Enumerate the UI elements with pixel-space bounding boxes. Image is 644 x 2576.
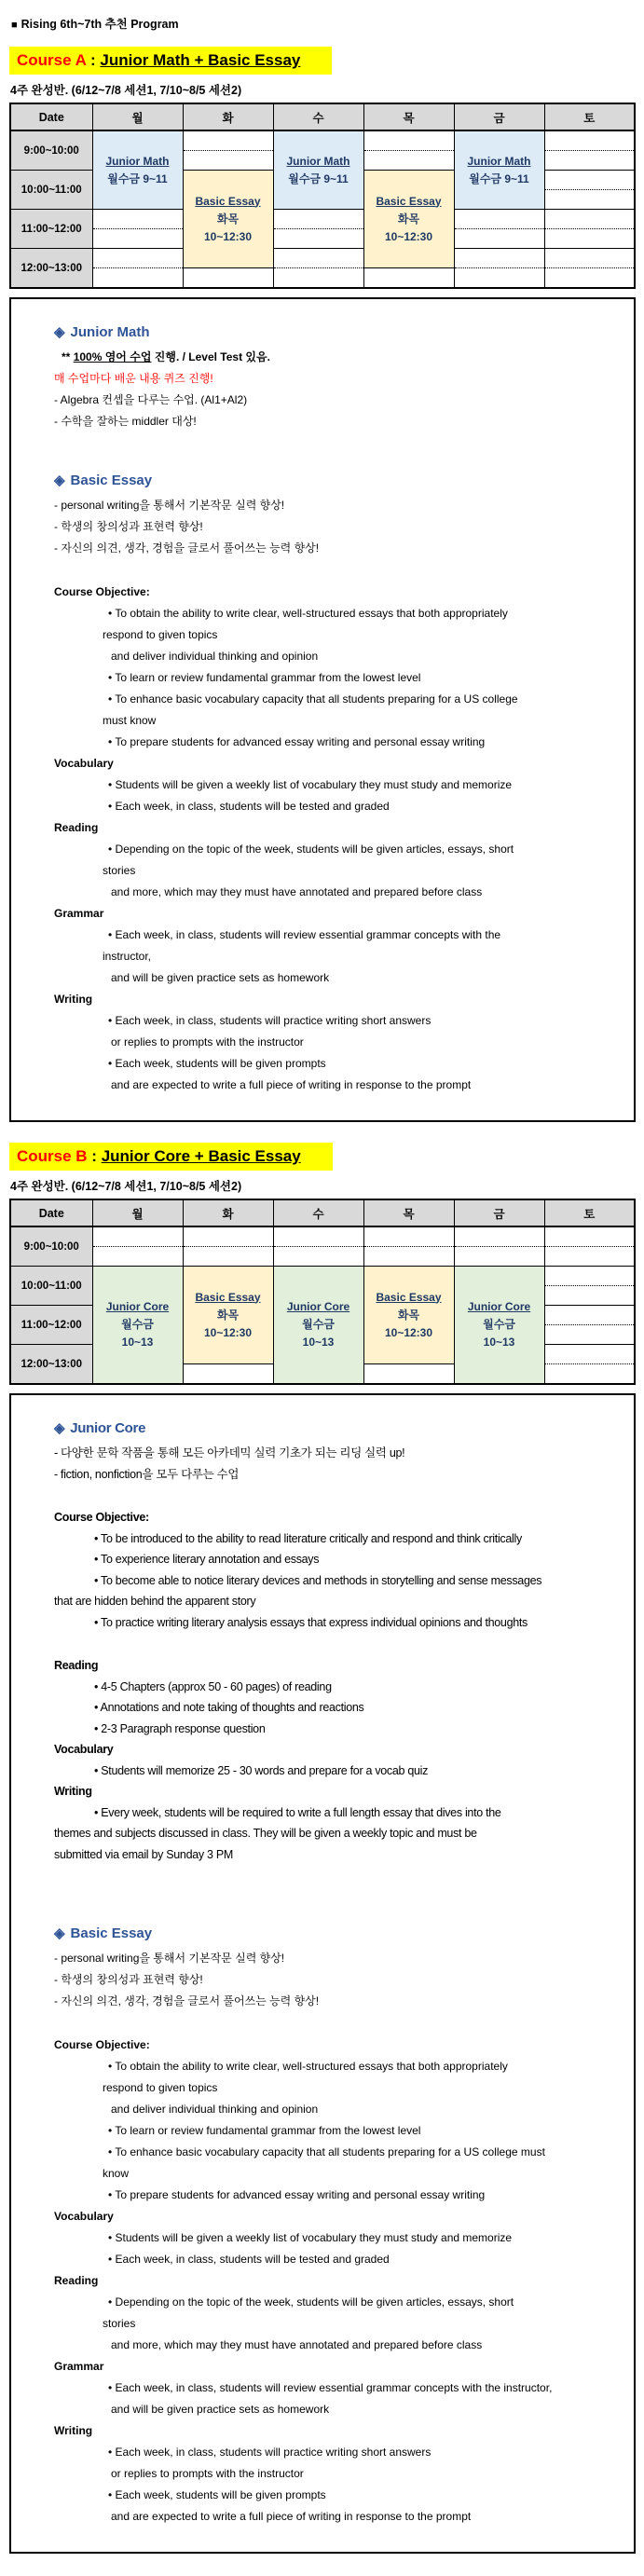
continuation-line: and will be given practice sets as homework <box>111 2403 330 2416</box>
bullet-line: • Every week, students will be required to write a full length essay that dives into the <box>94 1805 501 1819</box>
bullet-line: • Depending on the topic of the week, students will be given articles, essays, short <box>108 843 514 856</box>
timetable-header-sat: 토 <box>544 1199 635 1226</box>
class-cell-days: 화목 <box>397 212 420 226</box>
course-b-block <box>9 1143 636 2554</box>
section-heading-text: Basic Essay <box>70 1925 153 1941</box>
section-label: Writing <box>54 993 93 1006</box>
empty-slot <box>363 1364 454 1385</box>
class-cell-junior-math <box>454 130 544 210</box>
section-heading-junior-core <box>54 1419 621 1436</box>
section-label: Course Objective: <box>54 585 150 598</box>
bullet-line: • Students will memorize 25 - 30 words and prepare for a vocab quiz <box>94 1763 429 1777</box>
empty-slot <box>544 1267 635 1286</box>
empty-slot <box>544 171 635 190</box>
timetable-header-wed: 수 <box>273 1199 363 1226</box>
time-slot-label: 10:00~11:00 <box>10 1267 92 1306</box>
bullet-line: • Students will be given a weekly list of vocabulary they must study and memorize <box>108 2231 513 2244</box>
section-label: Vocabulary <box>54 1743 114 1756</box>
timetable-header-tue: 화 <box>183 1199 273 1226</box>
class-cell-time: 월수금 9~11 <box>288 171 349 185</box>
bullet-line: • Students will be given a weekly list of vocabulary they must study and memorize <box>108 778 513 791</box>
continuation-line: or replies to prompts with the instructor <box>111 1035 304 1048</box>
empty-slot <box>92 249 183 268</box>
class-cell-title: Basic Essay <box>195 1290 261 1304</box>
continuation-line: know <box>103 2167 130 2180</box>
section-label: Course Objective: <box>54 1511 149 1524</box>
note-rest: 진행. / Level Test 있음. <box>151 350 270 363</box>
continuation-line: stories <box>103 864 136 877</box>
diamond-icon: ◈ <box>54 1420 65 1436</box>
empty-slot <box>454 1226 544 1247</box>
empty-slot <box>183 1364 273 1385</box>
text-line-red: 매 수업마다 배운 내용 퀴즈 진행! <box>54 372 213 385</box>
section-heading-basic-essay <box>54 1925 621 1941</box>
timetable-header-mon: 월 <box>92 1199 183 1226</box>
course-a-title-name: Junior Math + Basic Essay <box>100 51 301 69</box>
note-prefix: ** <box>62 350 74 363</box>
bullet-line: • Each week, in class, students will review essential grammar concepts with the <box>108 928 501 941</box>
bullet-line: • To learn or review fundamental grammar from the lowest level <box>108 671 421 684</box>
time-slot-label: 11:00~12:00 <box>10 210 92 249</box>
diamond-icon: ◈ <box>54 1925 65 1941</box>
timetable-header-sat: 토 <box>544 103 635 130</box>
empty-slot <box>273 210 363 229</box>
timetable-header-mon: 월 <box>92 103 183 130</box>
note-underlined: 100% 영어 수업 <box>73 350 152 363</box>
empty-slot <box>454 210 544 229</box>
text-line: - Algebra 컨셉을 다루는 수업. (Al1+Al2) <box>54 393 248 406</box>
empty-slot <box>454 1247 544 1267</box>
section-heading-text: Junior Math <box>70 324 150 340</box>
continuation-line: and will be given practice sets as homework <box>111 971 330 984</box>
text-line: - personal writing을 통해서 기본작문 실력 향상! <box>54 1952 285 1965</box>
class-cell-basic-essay <box>183 171 273 268</box>
class-cell-time: 월수금 9~11 <box>469 171 529 185</box>
bullet-line: • To experience literary annotation and essays <box>94 1553 320 1566</box>
text-line: - 자신의 의견, 생각, 경험을 글로서 풀어쓰는 능력 향상! <box>54 541 320 555</box>
class-cell-junior-math <box>92 130 183 210</box>
empty-slot <box>544 1345 635 1364</box>
bullet-line: • To be introduced to the ability to read literature critically and respond and think critically <box>94 1531 522 1545</box>
course-b-title-name: Junior Core + Basic Essay <box>101 1147 301 1165</box>
bullet-line: • Each week, students will be given prompts <box>108 1057 326 1070</box>
course-b-subtitle: 4주 완성반. (6/12~7/8 세션1, 7/10~8/5 세션2) <box>10 1180 242 1193</box>
empty-slot <box>454 229 544 249</box>
continuation-line: and more, which may they must have annotated and prepared before class <box>111 885 483 898</box>
bullet-line: • Each week, in class, students will practice writing short answers <box>108 2446 432 2459</box>
empty-slot <box>544 130 635 151</box>
section-label: Course Objective: <box>54 2038 150 2051</box>
section-heading-junior-math <box>54 323 621 340</box>
text-line: - 수학을 잘하는 middler 대상! <box>54 415 197 428</box>
empty-slot <box>92 1247 183 1267</box>
empty-slot <box>544 1306 635 1325</box>
empty-slot <box>273 268 363 289</box>
continuation-line: respond to given topics <box>103 2081 218 2094</box>
time-slot-label: 12:00~13:00 <box>10 249 92 289</box>
class-cell-title: Junior Core <box>286 1300 350 1313</box>
time-slot-label: 12:00~13:00 <box>10 1345 92 1385</box>
bullet-line: • To prepare students for advanced essay writing and personal essay writing <box>108 735 486 748</box>
section-label: Writing <box>54 1785 92 1798</box>
empty-slot <box>273 249 363 268</box>
empty-slot <box>92 268 183 289</box>
bullet-line: • To practice writing literary analysis essays that express individual opinions and thoughts <box>94 1615 528 1629</box>
class-cell-junior-core <box>454 1267 544 1385</box>
timetable-header-thu: 목 <box>363 103 454 130</box>
text-line: - personal writing을 통해서 기본작문 실력 향상! <box>54 499 285 512</box>
course-b-title <box>9 1143 333 1171</box>
timetable-header-date: Date <box>10 103 92 130</box>
bullet-line: • To enhance basic vocabulary capacity that all students preparing for a US college <box>108 692 518 706</box>
bullet-line: • To become able to notice literary devices and methods in storytelling and sense messages <box>94 1573 542 1587</box>
class-cell-title: Junior Math <box>467 154 531 168</box>
time-slot-label: 9:00~10:00 <box>10 130 92 171</box>
empty-slot <box>92 210 183 229</box>
empty-slot <box>544 1247 635 1267</box>
continuation-line: instructor, <box>103 950 152 963</box>
continuation-line: or replies to prompts with the instructor <box>111 2467 304 2480</box>
section-label: Vocabulary <box>54 2210 114 2223</box>
bullet-line: • To learn or review fundamental grammar from the lowest level <box>108 2124 421 2137</box>
empty-slot <box>363 130 454 151</box>
class-cell-junior-core <box>92 1267 183 1385</box>
bullet-line: • To prepare students for advanced essay writing and personal essay writing <box>108 2188 486 2201</box>
empty-slot <box>544 210 635 229</box>
bullet-line: • Each week, students will be given prompts <box>108 2488 326 2501</box>
section-label: Writing <box>54 2424 93 2437</box>
empty-slot <box>92 1226 183 1247</box>
empty-slot <box>544 190 635 210</box>
class-cell-junior-core <box>273 1267 363 1385</box>
bullet-line: • Each week, in class, students will review essential grammar concepts with the instructor, <box>108 2381 553 2394</box>
continuation-line: submitted via email by Sunday 3 PM <box>54 1847 233 1861</box>
empty-slot <box>183 130 273 151</box>
class-cell-title: Basic Essay <box>195 194 261 208</box>
course-a-timetable <box>9 103 636 289</box>
empty-slot <box>544 151 635 171</box>
bullet-line: • Depending on the topic of the week, students will be given articles, essays, short <box>108 2295 514 2309</box>
course-a-title-separator: : <box>86 51 101 69</box>
class-cell-time: 10~12:30 <box>384 1325 433 1339</box>
class-cell-time: 10~13 <box>483 1336 515 1349</box>
continuation-line: and are expected to write a full piece of writing in response to the prompt <box>111 1078 472 1091</box>
time-slot-label: 10:00~11:00 <box>10 171 92 210</box>
class-cell-title: Junior Core <box>467 1300 531 1313</box>
empty-slot <box>363 151 454 171</box>
section-label: Vocabulary <box>54 757 114 770</box>
class-cell-basic-essay <box>183 1267 273 1364</box>
diamond-icon: ◈ <box>54 473 65 488</box>
empty-slot <box>544 1364 635 1385</box>
empty-slot <box>363 268 454 289</box>
bullet-line: • To enhance basic vocabulary capacity that all students preparing for a US college must <box>108 2145 545 2158</box>
text-line: - 다양한 문학 작품을 통해 모든 아카데믹 실력 기초가 되는 리딩 실력 up! <box>54 1446 405 1459</box>
bullet-line: • 2-3 Paragraph response question <box>94 1721 266 1735</box>
text-line: - fiction, nonfiction을 모두 다루는 수업 <box>54 1467 240 1481</box>
continuation-line: stories <box>103 2317 136 2330</box>
bullet-line: • To obtain the ability to write clear, well-structured essays that both appropriately <box>108 2060 508 2073</box>
empty-slot <box>273 229 363 249</box>
course-a-description-box <box>9 297 636 1122</box>
class-cell-time: 10~12:30 <box>203 1325 253 1339</box>
class-cell-title: Junior Math <box>286 154 350 168</box>
text-line: - 학생의 창의성과 표현력 향상! <box>54 1973 203 1986</box>
continuation-line: and deliver individual thinking and opinion <box>111 650 319 663</box>
course-a-subtitle: 4주 완성반. (6/12~7/8 세션1, 7/10~8/5 세션2) <box>10 84 242 97</box>
empty-slot <box>454 249 544 268</box>
empty-slot <box>544 268 635 289</box>
section-heading-text: Junior Core <box>70 1420 146 1436</box>
time-slot-label: 9:00~10:00 <box>10 1226 92 1267</box>
timetable-header-fri: 금 <box>454 103 544 130</box>
empty-slot <box>363 1247 454 1267</box>
text-line: - 학생의 창의성과 표현력 향상! <box>54 520 203 533</box>
empty-slot <box>183 151 273 171</box>
junior-core-section <box>54 1419 621 1865</box>
class-cell-time: 10~12:30 <box>203 229 253 243</box>
section-heading-basic-essay <box>54 472 621 488</box>
class-cell-title: Junior Core <box>105 1300 170 1313</box>
class-cell-days: 월수금 <box>302 1318 335 1331</box>
continuation-line: and deliver individual thinking and opinion <box>111 2103 319 2116</box>
timetable-header-thu: 목 <box>363 1199 454 1226</box>
bullet-line: • To obtain the ability to write clear, well-structured essays that both appropriately <box>108 607 508 620</box>
class-cell-title: Junior Math <box>105 154 170 168</box>
text-line: - 자신의 의견, 생각, 경험을 글로서 풀어쓰는 능력 향상! <box>54 1994 320 2007</box>
section-label: Reading <box>54 1659 99 1672</box>
square-icon: ■ <box>11 20 18 31</box>
course-a-title-label: Course A <box>17 51 87 69</box>
time-slot-label: 11:00~12:00 <box>10 1306 92 1345</box>
continuation-line: must know <box>103 714 157 727</box>
empty-slot <box>544 1226 635 1247</box>
section-label: Grammar <box>54 907 104 920</box>
continuation-line: and are expected to write a full piece of writing in response to the prompt <box>111 2510 472 2523</box>
empty-slot <box>273 1226 363 1247</box>
class-cell-days: 월수금 <box>121 1318 154 1331</box>
empty-slot <box>183 268 273 289</box>
section-label: Reading <box>54 2274 99 2287</box>
class-cell-time: 월수금 9~11 <box>107 171 168 185</box>
class-cell-basic-essay <box>363 171 454 268</box>
text-line <box>54 347 621 368</box>
section-heading-text: Basic Essay <box>70 473 153 488</box>
class-cell-time: 10~12:30 <box>384 229 433 243</box>
course-b-timetable <box>9 1199 636 1385</box>
bullet-line: • Each week, in class, students will practice writing short answers <box>108 1014 432 1027</box>
class-cell-time: 10~13 <box>121 1336 154 1349</box>
course-a-title <box>9 47 332 75</box>
class-cell-days: 화목 <box>216 212 240 226</box>
empty-slot <box>544 1325 635 1345</box>
timetable-header-fri: 금 <box>454 1199 544 1226</box>
class-cell-title: Basic Essay <box>376 194 442 208</box>
course-b-title-separator: : <box>87 1147 102 1165</box>
section-label: Reading <box>54 821 99 834</box>
empty-slot <box>183 1247 273 1267</box>
empty-slot <box>183 1226 273 1247</box>
empty-slot <box>544 249 635 268</box>
bullet-line: • Annotations and note taking of thoughts and reactions <box>94 1701 364 1714</box>
bullet-line: • 4-5 Chapters (approx 50 - 60 pages) of reading <box>94 1679 332 1693</box>
class-cell-junior-math <box>273 130 363 210</box>
empty-slot <box>363 1226 454 1247</box>
class-cell-days: 화목 <box>216 1308 240 1322</box>
course-b-description-box <box>9 1393 636 2554</box>
class-cell-days: 월수금 <box>483 1318 515 1331</box>
bullet-line: • Each week, in class, students will be tested and graded <box>108 2253 390 2266</box>
empty-slot <box>92 229 183 249</box>
empty-slot <box>544 229 635 249</box>
class-cell-title: Basic Essay <box>376 1290 442 1304</box>
continuation-line: respond to given topics <box>103 628 218 641</box>
program-title-line <box>11 15 636 32</box>
timetable-header-wed: 수 <box>273 103 363 130</box>
program-title: Rising 6th~7th 추천 Program <box>21 18 179 31</box>
class-cell-time: 10~13 <box>302 1336 335 1349</box>
class-cell-days: 화목 <box>397 1308 420 1322</box>
empty-slot <box>273 1247 363 1267</box>
continuation-line: themes and subjects discussed in class. They will be given a weekly topic and must be <box>54 1827 477 1840</box>
course-b-title-label: Course B <box>17 1147 88 1165</box>
timetable-header-date: Date <box>10 1199 92 1226</box>
empty-slot <box>544 1286 635 1306</box>
continuation-line: and more, which may they must have annotated and prepared before class <box>111 2338 483 2351</box>
section-label: Grammar <box>54 2360 104 2373</box>
diamond-icon: ◈ <box>54 324 65 340</box>
empty-slot <box>454 268 544 289</box>
timetable-header-tue: 화 <box>183 103 273 130</box>
class-cell-basic-essay <box>363 1267 454 1364</box>
continuation-line: that are hidden behind the apparent story <box>54 1595 256 1608</box>
bullet-line: • Each week, in class, students will be tested and graded <box>108 800 390 813</box>
